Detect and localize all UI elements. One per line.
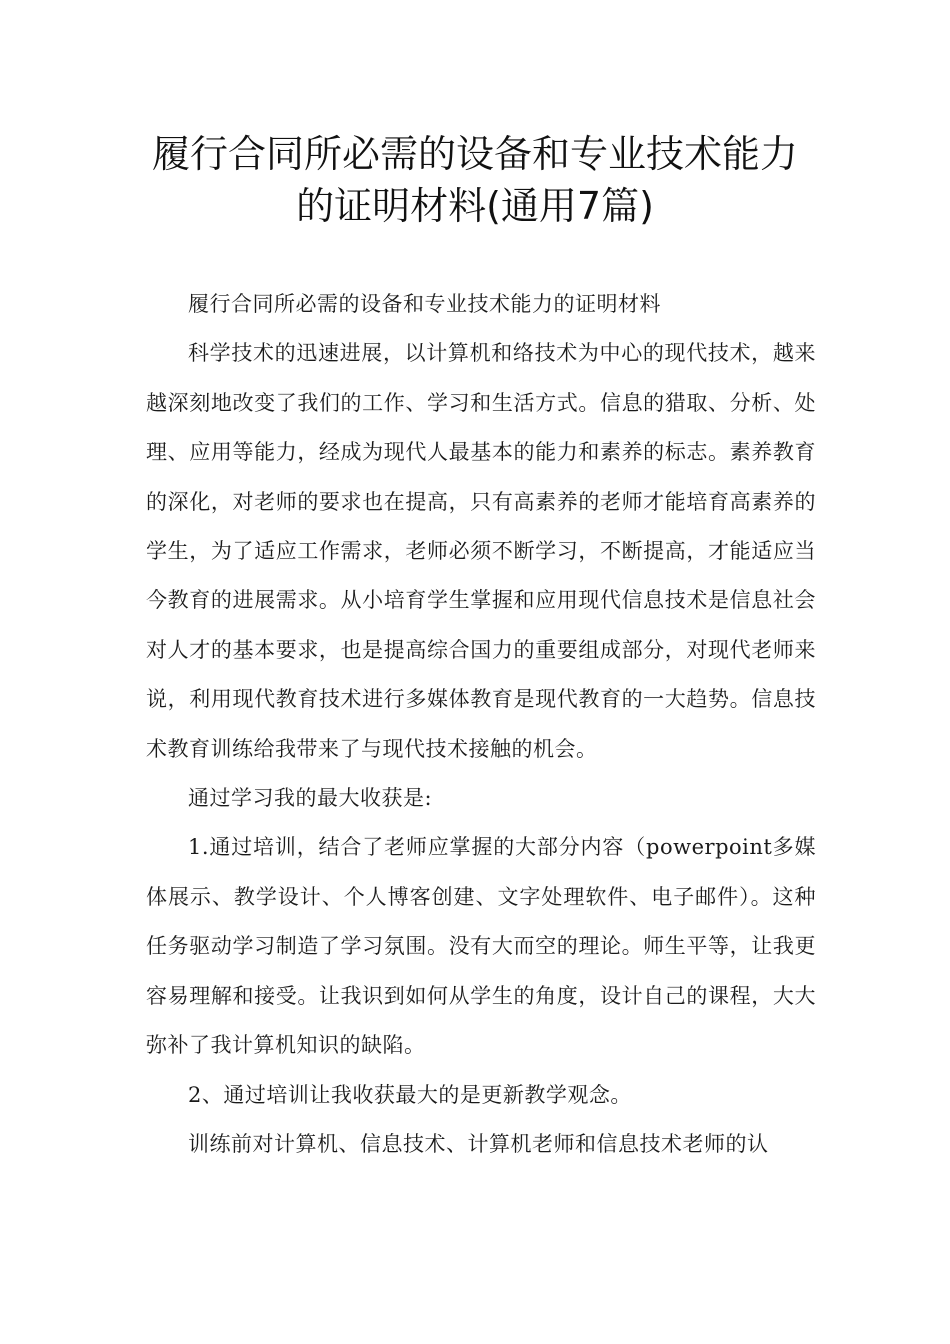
- paragraph-intro: 科学技术的迅速进展，以计算机和络技术为中心的现代技术，越来越深刻地改变了我们的工作、学习和生活方式。信息的猎取、分析、处理、应用等能力，经成为现代人最基本的能力和素养的标志。素养教育的深化，对老师的要求也在提高，只有高素养的老师才能培育高素养的学生，为了适应工作需求，老师必须不断学习，不断提高，才能适应当今教育的进展需求。从小培育学生掌握和应用现代信息技术是信息社会对人才的基本要求，也是提高综合国力的重要组成部分，对现代老师来说，利用现代教育技术进行多媒体教育是现代教育的一大趋势。信息技术教育训练给我带来了与现代技术接触的机会。: [146, 341, 816, 761]
- document-title-line-2: 的证明材料(通用7篇): [296, 184, 654, 228]
- paragraph-subtitle: 履行合同所必需的设备和专业技术能力的证明材料: [188, 292, 661, 316]
- paragraph-point-1: 1.通过培训，结合了老师应掌握的大部分内容（powerpoint多媒体展示、教学设计、个人博客创建、文字处理软件、电子邮件）。这种任务驱动学习制造了学习氛围。没有大而空的理论。师生平等，让我更容易理解和接受。让我识到如何从学生的角度，设计自己的课程，大大弥补了我计算机知识的缺陷。: [146, 835, 816, 1058]
- paragraph-gains-heading: 通过学习我的最大收获是:: [188, 786, 433, 811]
- paragraph-training: 训练前对计算机、信息技术、计算机老师和信息技术老师的认: [188, 1131, 769, 1156]
- document-title-line-1: 履行合同所必需的设备和专业技术能力: [151, 132, 798, 176]
- paragraph-point-2: 2、通过培训让我收获最大的是更新教学观念。: [188, 1082, 632, 1107]
- document-body: [146, 280, 816, 1169]
